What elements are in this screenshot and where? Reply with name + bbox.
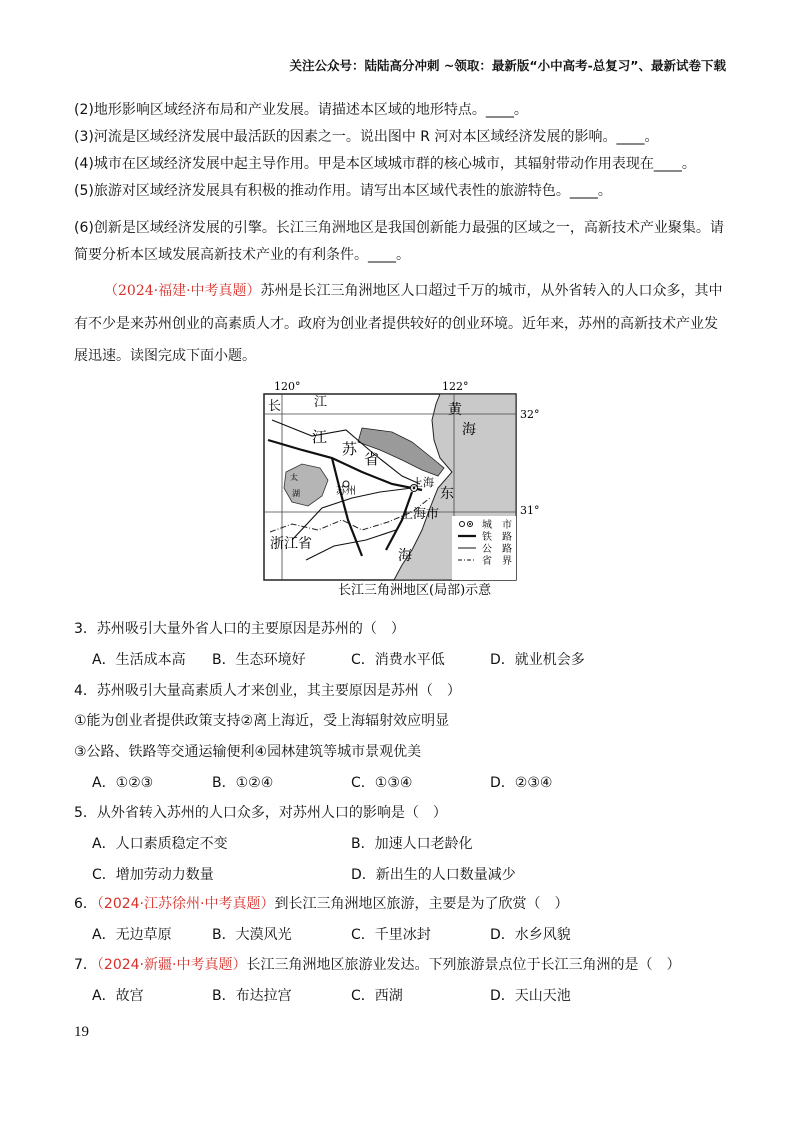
question-3-sub: (3)河流是区域经济发展中最活跃的因素之一。说出图中 R 河对本区域经济发展的影响。____。 bbox=[74, 129, 659, 145]
page-number: 19 bbox=[74, 1024, 89, 1040]
q6-option-b[interactable]: B．大漠风光 bbox=[212, 927, 292, 943]
label-jiang: 江 bbox=[314, 395, 328, 410]
intro-line3: 展迅速。读图完成下面小题。 bbox=[74, 348, 256, 364]
lon-120-label: 120° bbox=[274, 380, 301, 393]
label-zhejiang: 浙江省 bbox=[270, 536, 312, 552]
q4-line2: ③公路、铁路等交通运输便利④园林建筑等城市景观优美 bbox=[74, 744, 422, 760]
q3-option-a[interactable]: A．生活成本高 bbox=[92, 652, 186, 668]
yangtze-delta-map bbox=[262, 380, 540, 600]
question-6-sub-line1: (6)创新是区域经济发展的引擎。长江三角洲地区是我国创新能力最强的区域之一，高新技术产业聚集。请 bbox=[74, 220, 724, 236]
q4-stem: 4．苏州吸引大量高素质人才来创业，其主要原因是苏州（ ） bbox=[74, 683, 461, 699]
q7-option-d[interactable]: D．天山天池 bbox=[490, 988, 571, 1004]
source-tag: （2024·福建·中考真题） bbox=[104, 283, 261, 299]
q6-option-c[interactable]: C．千里冰封 bbox=[351, 927, 431, 943]
label-dong: 东 bbox=[440, 486, 454, 502]
q3-option-d[interactable]: D．就业机会多 bbox=[490, 652, 585, 668]
q7-stem-line bbox=[74, 955, 680, 975]
label-sheng: 省 bbox=[364, 450, 380, 468]
q5-option-d[interactable]: D．新出生的人口数量减少 bbox=[351, 867, 516, 883]
question-4-sub: (4)城市在区域经济发展中起主导作用。甲是本区域城市群的核心城市，其辐射带动作用表现在____。 bbox=[74, 156, 696, 172]
intro-line2: 有不少是来苏州创业的高素质人才。政府为创业者提供较好的创业环境。近年来，苏州的高新技术产业发 bbox=[74, 316, 718, 332]
label-tai: 太 bbox=[290, 473, 298, 482]
label-jiang2: 江 bbox=[312, 428, 328, 446]
q6-option-a[interactable]: A．无边草原 bbox=[92, 927, 172, 943]
q4-line1: ①能为创业者提供政策支持②离上海近，受上海辐射效应明显 bbox=[74, 713, 450, 729]
label-su: 苏 bbox=[342, 440, 358, 458]
intro-line1 bbox=[104, 281, 723, 301]
q7-number: 7． bbox=[74, 957, 97, 973]
q7-option-b[interactable]: B．布达拉宫 bbox=[212, 988, 292, 1004]
legend-city: 城 市 bbox=[482, 520, 512, 531]
q6-source-tag: （2024·江苏徐州·中考真题） bbox=[96, 896, 275, 912]
q3-option-c[interactable]: C．消费水平低 bbox=[351, 652, 445, 668]
intro-text: 苏州是长江三角洲地区人口超过千万的城市，从外省转入的人口众多，其中 bbox=[260, 283, 723, 299]
q5-option-a[interactable]: A．人口素质稳定不变 bbox=[92, 836, 228, 852]
q7-option-a[interactable]: A．故宫 bbox=[92, 988, 144, 1004]
q5-option-c[interactable]: C．增加劳动力数量 bbox=[92, 867, 214, 883]
label-hai-2: 海 bbox=[398, 548, 412, 564]
q7-option-c[interactable]: C．西湖 bbox=[351, 988, 403, 1004]
q6-stem-line bbox=[74, 894, 568, 914]
label-hai-1: 海 bbox=[462, 422, 476, 438]
lat-32-label: 32° bbox=[520, 408, 540, 421]
q6-option-d[interactable]: D．水乡风貌 bbox=[490, 927, 571, 943]
q5-stem: 5．从外省转入苏州的人口众多，对苏州人口的影响是（ ） bbox=[74, 805, 447, 821]
q4-option-d[interactable]: D．②③④ bbox=[490, 775, 553, 791]
q4-option-c[interactable]: C．①③④ bbox=[351, 775, 413, 791]
question-6-sub-line2: 简要分析本区域发展高新技术产业的有利条件。____。 bbox=[74, 247, 410, 263]
q6-number: 6． bbox=[74, 896, 97, 912]
q6-stem: 到长江三角洲地区旅游，主要是为了欣赏（ ） bbox=[274, 896, 569, 912]
label-chang: 长 bbox=[268, 399, 282, 414]
label-shanghai-city: 上海市 bbox=[400, 507, 440, 522]
q7-source-tag: （2024·新疆·中考真题） bbox=[96, 957, 247, 973]
q4-option-a[interactable]: A．①②③ bbox=[92, 775, 154, 791]
q5-option-b[interactable]: B．加速人口老龄化 bbox=[351, 836, 473, 852]
legend-railway: 铁 路 bbox=[482, 532, 512, 543]
map-caption: 长江三角洲地区(局部)示意 bbox=[338, 583, 492, 598]
q3-stem: 3．苏州吸引大量外省人口的主要原因是苏州的（ ） bbox=[74, 621, 405, 637]
label-huang: 黄 bbox=[448, 402, 462, 418]
lat-31-label: 31° bbox=[520, 504, 540, 517]
question-2: (2)地形影响区域经济布局和产业发展。请描述本区域的地形特点。____。 bbox=[74, 102, 528, 118]
lon-122-label: 122° bbox=[442, 380, 469, 393]
question-5-sub: (5)旅游对区域经济发展具有积极的推动作用。请写出本区域代表性的旅游特色。____。 bbox=[74, 183, 612, 199]
legend-border: 省 界 bbox=[482, 556, 512, 567]
label-shanghai: 上海 bbox=[412, 476, 434, 489]
legend-road: 公 路 bbox=[482, 544, 512, 555]
label-hu: 湖 bbox=[292, 489, 300, 498]
page-header: 关注公众号：陆陆高分冲刺 ~领取：最新版“小中高考-总复习”、最新试卷下载 bbox=[289, 58, 726, 73]
q3-option-b[interactable]: B．生态环境好 bbox=[212, 652, 306, 668]
q7-stem: 长江三角洲地区旅游业发达。下列旅游景点位于长江三角洲的是（ ） bbox=[246, 957, 681, 973]
label-suzhou: 苏州 bbox=[336, 486, 356, 497]
q4-option-b[interactable]: B．①②④ bbox=[212, 775, 274, 791]
